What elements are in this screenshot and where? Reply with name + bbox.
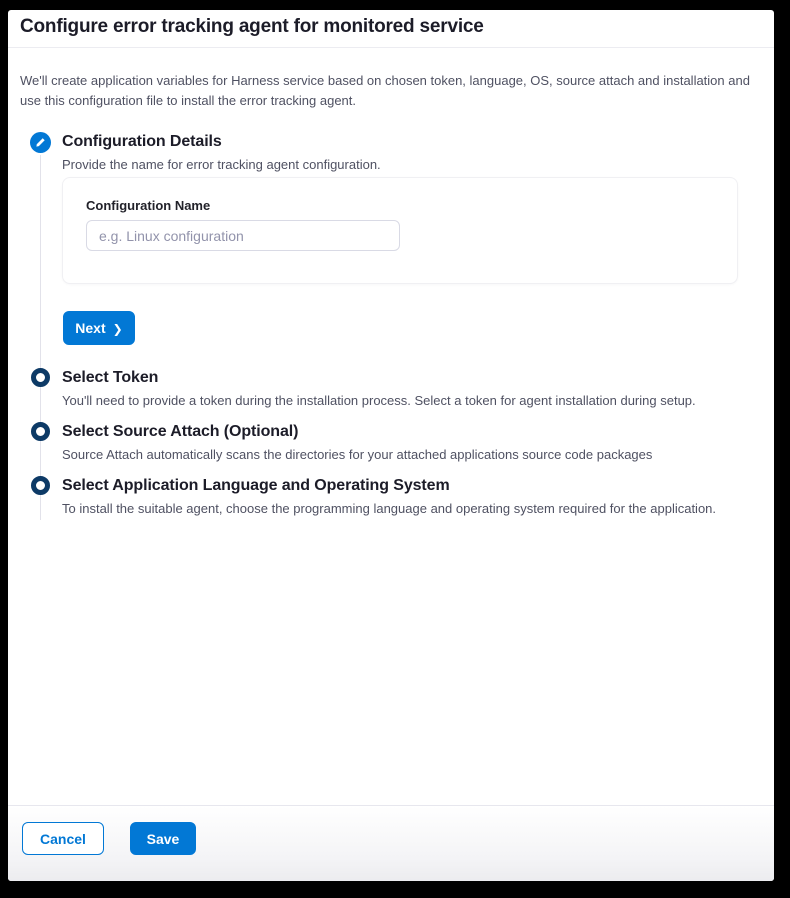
next-button[interactable] bbox=[63, 311, 135, 345]
configuration-details-card bbox=[62, 177, 738, 284]
configuration-name-input[interactable] bbox=[86, 220, 400, 251]
step2-title: Select Token bbox=[62, 369, 159, 386]
save-button[interactable] bbox=[130, 822, 196, 855]
step2-pending-indicator bbox=[31, 368, 50, 387]
step4-title: Select Application Language and Operating System bbox=[62, 477, 450, 494]
step4-description: To install the suitable agent, choose the programming language and operating system required for the application. bbox=[62, 501, 717, 516]
step4-pending-indicator bbox=[31, 476, 50, 495]
configuration-name-label: Configuration Name bbox=[86, 198, 211, 213]
step3-title: Select Source Attach (Optional) bbox=[62, 423, 299, 440]
step2-description: You'll need to provide a token during the installation process. Select a token for agent installation during setup. bbox=[62, 393, 696, 408]
chevron-right-icon: ❯ bbox=[112, 321, 123, 336]
page-title: Configure error tracking agent for monitored service bbox=[20, 16, 484, 37]
step3-description: Source Attach automatically scans the directories for your attached applications source code packages bbox=[62, 447, 653, 462]
next-button-label: Next bbox=[75, 320, 106, 336]
configure-agent-dialog bbox=[8, 10, 774, 881]
save-button-label: Save bbox=[146, 830, 180, 847]
dialog-header bbox=[8, 10, 774, 48]
cancel-button[interactable] bbox=[22, 822, 104, 855]
step1-active-indicator bbox=[30, 132, 51, 153]
step-connector-line bbox=[40, 155, 41, 520]
pencil-icon bbox=[35, 137, 46, 148]
step1-description: Provide the name for error tracking agent configuration. bbox=[62, 157, 381, 172]
intro-text: We'll create application variables for Harness service based on chosen token, language, OS, source attach and installation and use this configuration file to install the error tracking agent. bbox=[20, 73, 750, 108]
dialog-footer bbox=[8, 805, 774, 881]
step3-pending-indicator bbox=[31, 422, 50, 441]
step1-title: Configuration Details bbox=[62, 133, 222, 150]
cancel-button-label: Cancel bbox=[40, 830, 86, 847]
